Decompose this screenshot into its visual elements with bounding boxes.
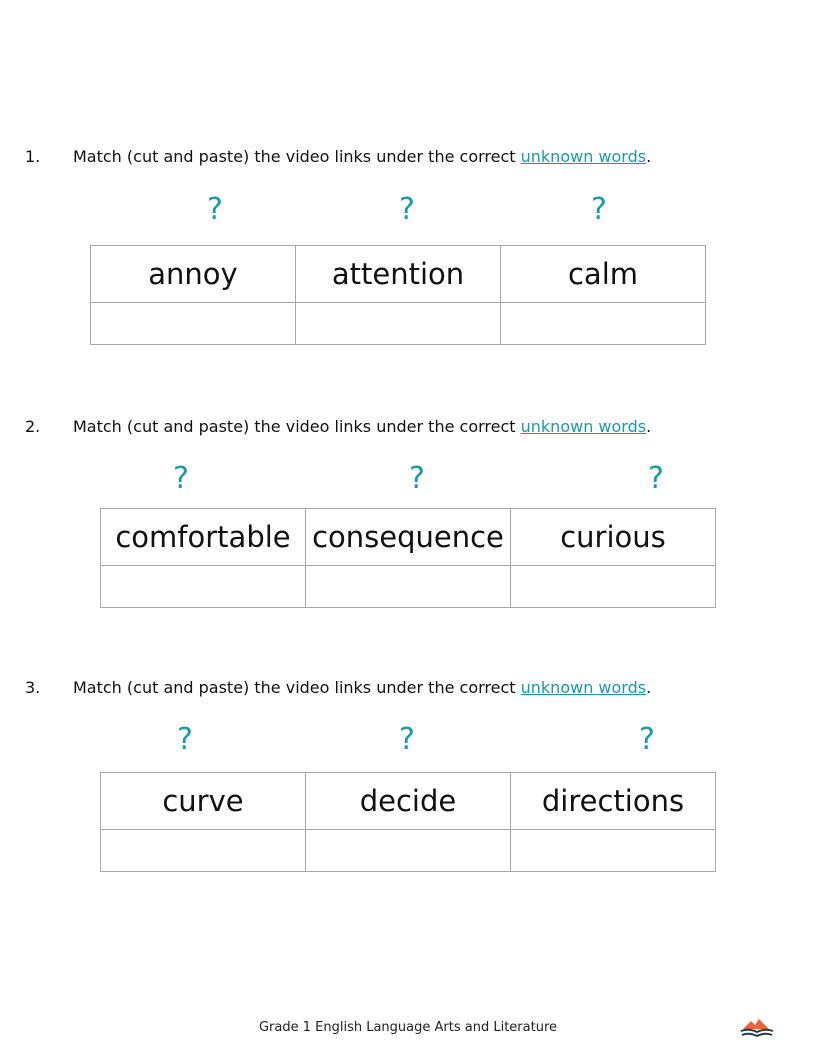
question-number: 3. bbox=[25, 678, 41, 697]
prompt-text: Match (cut and paste) the video links under the correct bbox=[73, 147, 521, 166]
question-number: 2. bbox=[25, 417, 41, 436]
question-1-instruction bbox=[0, 145, 816, 169]
paste-cell[interactable] bbox=[296, 303, 501, 345]
question-mark-icon[interactable]: ? bbox=[409, 461, 425, 496]
prompt-text: Match (cut and paste) the video links under the correct bbox=[73, 417, 521, 436]
mountain-book-logo-icon bbox=[740, 1016, 774, 1038]
word-cell: curve bbox=[101, 773, 306, 830]
word-cell: directions bbox=[511, 773, 716, 830]
unknown-words-link[interactable]: unknown words bbox=[520, 147, 647, 166]
question-3-instruction bbox=[0, 676, 816, 700]
word-cell: decide bbox=[306, 773, 511, 830]
unknown-words-link[interactable]: unknown words bbox=[520, 417, 647, 436]
word-cell: calm bbox=[501, 246, 706, 303]
word-cell: attention bbox=[296, 246, 501, 303]
paste-cell[interactable] bbox=[501, 303, 706, 345]
question-mark-icon[interactable]: ? bbox=[591, 192, 607, 227]
words-table bbox=[100, 772, 716, 872]
word-cell: curious bbox=[511, 509, 716, 566]
question-prompt bbox=[73, 145, 651, 169]
paste-cell[interactable] bbox=[511, 830, 716, 872]
paste-cell[interactable] bbox=[511, 566, 716, 608]
question-mark-icon[interactable]: ? bbox=[648, 461, 664, 496]
page-footer: Grade 1 English Language Arts and Literature bbox=[258, 1020, 558, 1035]
words-table bbox=[90, 245, 706, 345]
prompt-text: Match (cut and paste) the video links under the correct bbox=[73, 678, 521, 697]
question-mark-icon[interactable]: ? bbox=[173, 461, 189, 496]
question-number: 1. bbox=[25, 147, 41, 166]
question-prompt bbox=[73, 676, 651, 700]
unknown-words-link[interactable]: unknown words bbox=[520, 678, 647, 697]
paste-cell[interactable] bbox=[306, 566, 511, 608]
prompt-suffix: . bbox=[646, 417, 652, 436]
word-cell: consequence bbox=[306, 509, 511, 566]
question-mark-icon[interactable]: ? bbox=[207, 192, 223, 227]
question-prompt bbox=[73, 415, 651, 439]
prompt-suffix: . bbox=[646, 678, 652, 697]
paste-cell[interactable] bbox=[101, 566, 306, 608]
question-2-instruction bbox=[0, 415, 816, 439]
word-cell: comfortable bbox=[101, 509, 306, 566]
question-mark-icon[interactable]: ? bbox=[399, 722, 415, 757]
prompt-suffix: . bbox=[646, 147, 652, 166]
paste-cell[interactable] bbox=[101, 830, 306, 872]
question-mark-icon[interactable]: ? bbox=[639, 722, 655, 757]
question-mark-icon[interactable]: ? bbox=[177, 722, 193, 757]
word-cell: annoy bbox=[91, 246, 296, 303]
question-mark-icon[interactable]: ? bbox=[399, 192, 415, 227]
paste-cell[interactable] bbox=[91, 303, 296, 345]
words-table bbox=[100, 508, 716, 608]
paste-cell[interactable] bbox=[306, 830, 511, 872]
